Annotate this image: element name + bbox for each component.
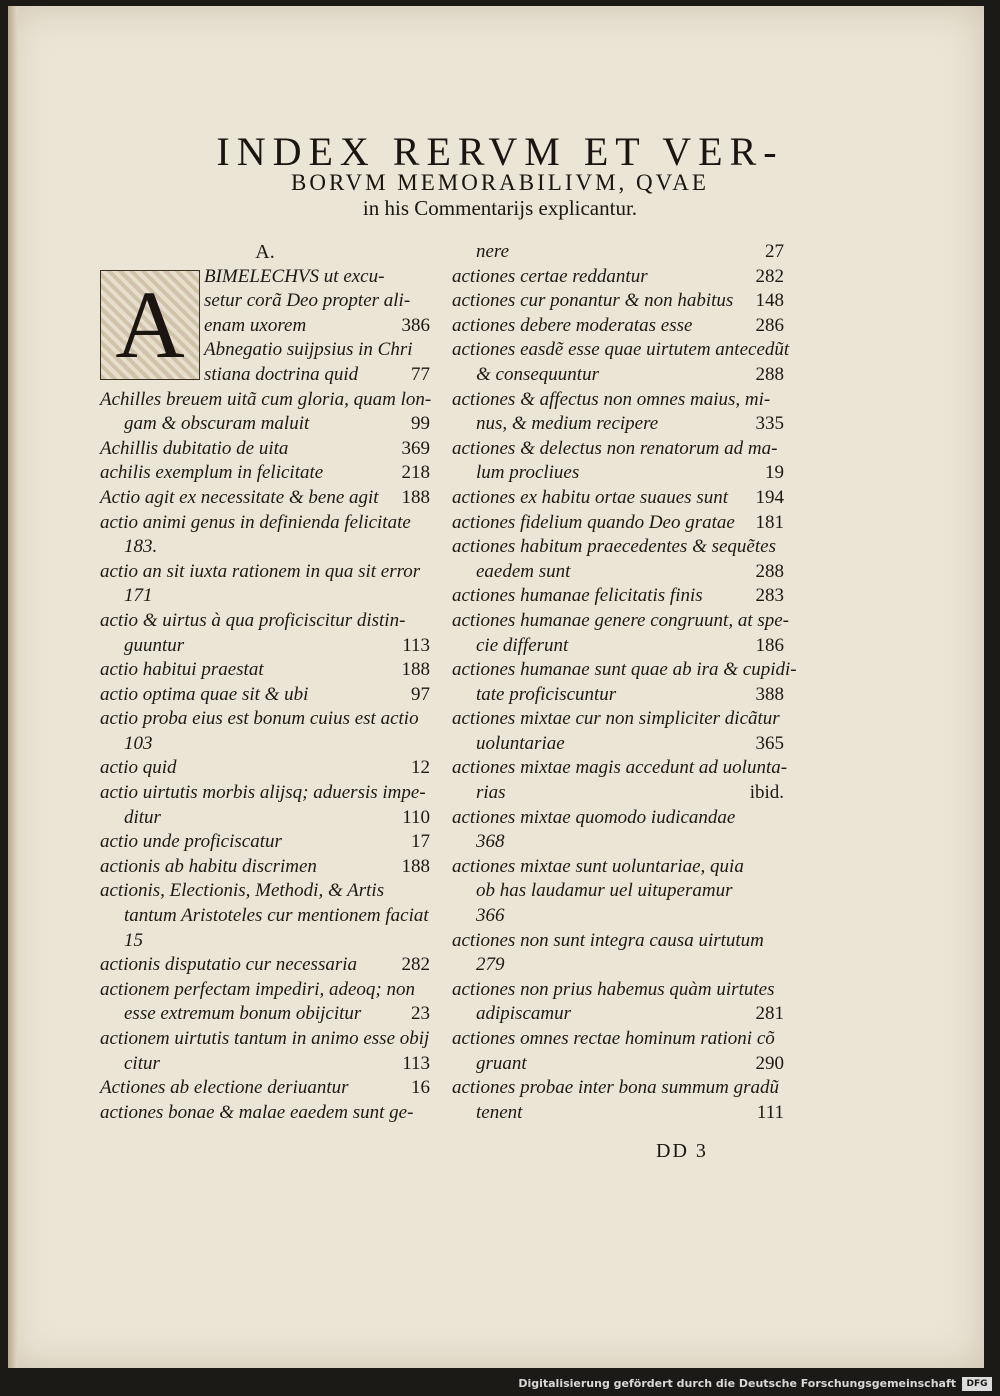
index-entry-page-number: 110 bbox=[402, 806, 430, 828]
index-entry bbox=[100, 461, 430, 486]
index-entry bbox=[452, 461, 784, 486]
index-entry-page-number: ibid. bbox=[749, 782, 784, 804]
index-entry-text: actio proba eius est bonum cuius est actio bbox=[100, 708, 419, 730]
index-entry-text: actiones mixtae cur non simpliciter dicãtur bbox=[452, 708, 780, 730]
index-entry bbox=[100, 855, 430, 880]
index-entry bbox=[100, 1101, 430, 1126]
index-entry-text: actiones fidelium quando Deo gratae bbox=[452, 511, 735, 533]
index-entry bbox=[452, 683, 784, 708]
index-entry-page-number: 286 bbox=[755, 314, 784, 336]
index-entry bbox=[100, 289, 430, 314]
signature-mark: DD 3 bbox=[656, 1140, 708, 1162]
index-entry-page-number: 186 bbox=[755, 634, 784, 656]
index-entry-text: actiones mixtae sunt uoluntariae, quia bbox=[452, 855, 744, 877]
index-entry-text: actiones certae reddantur bbox=[452, 265, 648, 287]
index-entry-page-number: 148 bbox=[755, 290, 784, 312]
index-entry bbox=[452, 978, 784, 1003]
index-entry bbox=[452, 879, 784, 904]
index-entry bbox=[100, 781, 430, 806]
index-entry-text: actio optima quae sit & ubi bbox=[100, 683, 309, 705]
index-entry bbox=[100, 1052, 430, 1077]
index-entry-page-number: 288 bbox=[755, 560, 784, 582]
index-entry bbox=[452, 830, 784, 855]
index-entry-page-number: 113 bbox=[402, 634, 430, 656]
index-entry-text: actio uirtutis morbis alijsq; aduersis impe- bbox=[100, 782, 426, 804]
index-entry bbox=[100, 683, 430, 708]
index-entry-text: gruant bbox=[476, 1052, 527, 1074]
index-entry bbox=[100, 314, 430, 339]
index-entry bbox=[452, 412, 784, 437]
index-entry bbox=[452, 289, 784, 314]
index-entry bbox=[100, 412, 430, 437]
index-entry bbox=[100, 486, 430, 511]
index-entry bbox=[452, 388, 784, 413]
index-entry-text: rias bbox=[476, 782, 506, 804]
index-entry-text: Abnegatio suijpsius in Chri bbox=[204, 339, 413, 361]
index-entry bbox=[452, 781, 784, 806]
index-entry-page-number: 188 bbox=[401, 855, 430, 877]
index-entry-text: achilis exemplum in felicitate bbox=[100, 462, 324, 484]
index-entry bbox=[100, 363, 430, 388]
index-entry bbox=[452, 1002, 784, 1027]
index-entry bbox=[452, 535, 784, 560]
index-entry bbox=[452, 855, 784, 880]
index-entry-page-number: 16 bbox=[411, 1077, 430, 1099]
index-entry bbox=[100, 388, 430, 413]
index-entry-text: eaedem sunt bbox=[476, 560, 571, 582]
index-entry-text: actiones mixtae magis accedunt ad uolunta- bbox=[452, 757, 788, 779]
index-entry bbox=[452, 265, 784, 290]
index-entry bbox=[100, 658, 430, 683]
index-entry-text: Actiones ab electione deriuantur bbox=[100, 1077, 349, 1099]
index-entry-text: 103 bbox=[124, 732, 153, 754]
index-entry-text: & consequuntur bbox=[476, 363, 599, 385]
index-entry bbox=[100, 1027, 430, 1052]
index-entry-text: actiones humanae genere congruunt, at spe- bbox=[452, 609, 789, 631]
index-entry-page-number: 111 bbox=[756, 1101, 784, 1123]
index-entry-text: actionem uirtutis tantum in animo esse obij bbox=[100, 1028, 430, 1049]
index-entry bbox=[452, 732, 784, 757]
index-entry bbox=[100, 1076, 430, 1101]
index-entry bbox=[452, 806, 784, 831]
index-entry bbox=[100, 904, 430, 929]
index-entry-text: actiones non prius habemus quàm uirtutes bbox=[452, 978, 775, 1000]
index-entry-page-number: 281 bbox=[755, 1003, 784, 1025]
index-entry-text: actio animi genus in definienda felicitate bbox=[100, 511, 411, 533]
index-entry bbox=[452, 1076, 784, 1101]
index-entry-text: actiones non sunt integra causa uirtutum bbox=[452, 929, 764, 951]
index-title-line-2: BORVM MEMORABILIVM, QVAE bbox=[291, 170, 709, 195]
index-entry-text: actiones mixtae quomodo iudicandae bbox=[452, 806, 736, 828]
index-entry-text: citur bbox=[124, 1052, 160, 1074]
index-entry-text: actiones humanae felicitatis finis bbox=[452, 585, 703, 607]
index-entry-text: lum procliues bbox=[476, 462, 580, 484]
index-entry-text: 366 bbox=[476, 905, 505, 927]
index-entry-text: actiones cur ponantur & non habitus bbox=[452, 290, 734, 312]
index-entry-text: Actio agit ex necessitate & bene agit bbox=[100, 486, 379, 508]
index-entry bbox=[452, 658, 797, 683]
index-entry bbox=[452, 584, 784, 609]
index-entry bbox=[452, 314, 784, 339]
index-entry bbox=[100, 240, 430, 265]
index-entry bbox=[100, 806, 430, 831]
index-entry bbox=[452, 338, 790, 363]
index-entry-text: actiones humanae sunt quae ab ira & cupidi- bbox=[452, 659, 797, 681]
index-entry-text: setur corã Deo propter ali- bbox=[204, 290, 411, 312]
index-entry bbox=[100, 634, 430, 659]
index-entry-page-number: 113 bbox=[402, 1052, 430, 1074]
dfg-logo: DFG bbox=[962, 1377, 992, 1391]
index-entry bbox=[452, 904, 784, 929]
index-entry bbox=[452, 1052, 784, 1077]
index-entry-text: ob has laudamur uel uituperamur bbox=[476, 880, 733, 902]
index-entry bbox=[100, 879, 430, 904]
index-entry-page-number: 17 bbox=[411, 831, 430, 853]
index-entry-text: actiones debere moderatas esse bbox=[452, 314, 693, 336]
index-entry-text: actiones & affectus non omnes maius, mi- bbox=[452, 388, 771, 410]
index-entry bbox=[100, 756, 430, 781]
index-entry-text: tate proficiscuntur bbox=[476, 683, 617, 705]
index-entry-page-number: 23 bbox=[411, 1003, 430, 1025]
index-entry-text: cie differunt bbox=[476, 634, 569, 656]
index-entry-text: guuntur bbox=[124, 634, 185, 656]
index-column-right bbox=[452, 240, 797, 1125]
decorated-initial-letter: A bbox=[115, 271, 185, 378]
index-entry-page-number: 365 bbox=[755, 732, 784, 754]
index-entry-page-number: 27 bbox=[765, 241, 784, 262]
index-entry-page-number: 386 bbox=[401, 314, 430, 336]
index-entry-page-number: 282 bbox=[755, 265, 784, 287]
index-entry-text: actiones & delectus non renatorum ad ma- bbox=[452, 437, 778, 459]
index-entry bbox=[100, 535, 430, 560]
index-entry-page-number: 388 bbox=[755, 683, 784, 705]
index-entry bbox=[452, 707, 784, 732]
index-entry bbox=[100, 978, 430, 1003]
index-entry-text: 368 bbox=[476, 831, 505, 853]
index-entry bbox=[100, 609, 430, 634]
index-entry-text: actionis, Electionis, Methodi, & Artis bbox=[100, 880, 385, 902]
index-entry bbox=[452, 929, 784, 954]
index-entry bbox=[452, 756, 788, 781]
index-entry-text: adipiscamur bbox=[476, 1003, 571, 1025]
index-entry bbox=[452, 437, 784, 462]
index-entry bbox=[100, 338, 430, 363]
index-entry-page-number: 188 bbox=[401, 486, 430, 508]
index-entry bbox=[452, 363, 784, 388]
index-entry-text: Achillis dubitatio de uita bbox=[100, 437, 289, 459]
index-entry-text: ditur bbox=[124, 806, 161, 828]
index-entry bbox=[452, 1101, 784, 1126]
index-entry-text: actiones bonae & malae eaedem sunt ge- bbox=[100, 1101, 414, 1123]
index-entry-text: actionis disputatio cur necessaria bbox=[100, 954, 358, 976]
funding-credit: Digitalisierung gefördert durch die Deutsche Forschungsgemeinschaft bbox=[518, 1377, 956, 1390]
index-entry bbox=[100, 929, 430, 954]
index-entry-page-number: 218 bbox=[401, 462, 430, 484]
index-entry bbox=[452, 560, 784, 585]
index-entry bbox=[452, 511, 784, 536]
index-entry-page-number: 97 bbox=[411, 683, 430, 705]
index-entry-page-number: 282 bbox=[401, 954, 430, 976]
index-entry-text: actio unde proficiscatur bbox=[100, 831, 282, 853]
index-entry-text: enam uxorem bbox=[204, 314, 307, 336]
index-entry bbox=[100, 732, 430, 757]
index-entry-text: A. bbox=[255, 241, 275, 263]
index-entry bbox=[452, 953, 784, 978]
index-entry bbox=[100, 265, 430, 290]
index-entry-text: BIMELECHVS ut excu- bbox=[204, 265, 385, 287]
index-entry-text: 171 bbox=[124, 585, 153, 607]
index-entry-page-number: 335 bbox=[755, 413, 784, 435]
index-entry-page-number: 12 bbox=[411, 757, 430, 779]
index-entry bbox=[100, 511, 430, 536]
index-column-left bbox=[100, 240, 430, 1125]
index-entry bbox=[100, 560, 430, 585]
index-title-line-1: INDEX RERVM ET VER- bbox=[216, 129, 784, 174]
index-title-line-3: in his Commentarijs explicantur. bbox=[362, 196, 638, 220]
index-entry-text: stiana doctrina quid bbox=[204, 363, 359, 385]
index-entry-text: 15 bbox=[124, 929, 143, 951]
index-entry bbox=[100, 584, 430, 609]
index-entry-text: actio quid bbox=[100, 757, 177, 779]
index-entry-text: Achilles breuem uitã cum gloria, quam lon- bbox=[100, 388, 432, 410]
index-entry bbox=[100, 830, 430, 855]
index-entry bbox=[452, 634, 784, 659]
footer-bar bbox=[0, 1368, 1000, 1396]
index-entry-text: actionem perfectam impediri, adeoq; non bbox=[100, 978, 416, 1000]
index-entry bbox=[452, 240, 784, 265]
index-entry-text: nere bbox=[476, 241, 510, 262]
index-entry bbox=[452, 1027, 784, 1052]
index-entry bbox=[100, 1002, 430, 1027]
index-entry-text: 279 bbox=[476, 954, 505, 976]
index-entry-page-number: 290 bbox=[755, 1052, 784, 1074]
index-entry bbox=[100, 707, 430, 732]
index-entry bbox=[452, 486, 784, 511]
index-entry-text: tantum Aristoteles cur mentionem faciat bbox=[124, 905, 429, 927]
index-entry-page-number: 283 bbox=[755, 585, 784, 607]
index-entry-text: actiones ex habitu ortae suaues sunt bbox=[452, 486, 728, 508]
index-entry-page-number: 188 bbox=[401, 659, 430, 681]
index-entry-text: 183. bbox=[124, 536, 158, 558]
index-entry-page-number: 369 bbox=[401, 437, 430, 459]
index-entry-text: actiones easdẽ esse quae uirtutem antecedũt bbox=[452, 339, 790, 361]
index-entry-text: actiones probae inter bona summum gradũ bbox=[452, 1077, 780, 1099]
index-entry-page-number: 288 bbox=[755, 363, 784, 385]
index-entry-text: nus, & medium recipere bbox=[476, 413, 659, 435]
index-entry-page-number: 77 bbox=[411, 363, 430, 385]
index-entry-text: gam & obscuram maluit bbox=[124, 413, 310, 435]
index-entry-text: actionis ab habitu discrimen bbox=[100, 855, 317, 877]
index-entry-text: uoluntariae bbox=[476, 732, 565, 754]
index-entry-text: actio & uirtus à qua proficiscitur distin- bbox=[100, 609, 406, 631]
index-entry bbox=[100, 437, 430, 462]
index-entry-text: actio habitui praestat bbox=[100, 659, 264, 681]
index-entry-text: actiones habitum praecedentes & sequẽtes bbox=[452, 536, 776, 558]
index-entry-page-number: 99 bbox=[411, 413, 430, 435]
index-entry-text: tenent bbox=[476, 1101, 523, 1123]
index-entry-text: actiones omnes rectae hominum rationi cõ bbox=[452, 1028, 775, 1049]
index-entry-page-number: 19 bbox=[765, 462, 784, 484]
index-entry-page-number: 194 bbox=[755, 486, 784, 508]
index-entry-page-number: 181 bbox=[755, 511, 784, 533]
index-entry bbox=[452, 609, 789, 634]
index-entry bbox=[100, 953, 430, 978]
index-entry-text: actio an sit iuxta rationem in qua sit error bbox=[100, 560, 421, 582]
index-entry-text: esse extremum bonum obijcitur bbox=[124, 1003, 362, 1025]
